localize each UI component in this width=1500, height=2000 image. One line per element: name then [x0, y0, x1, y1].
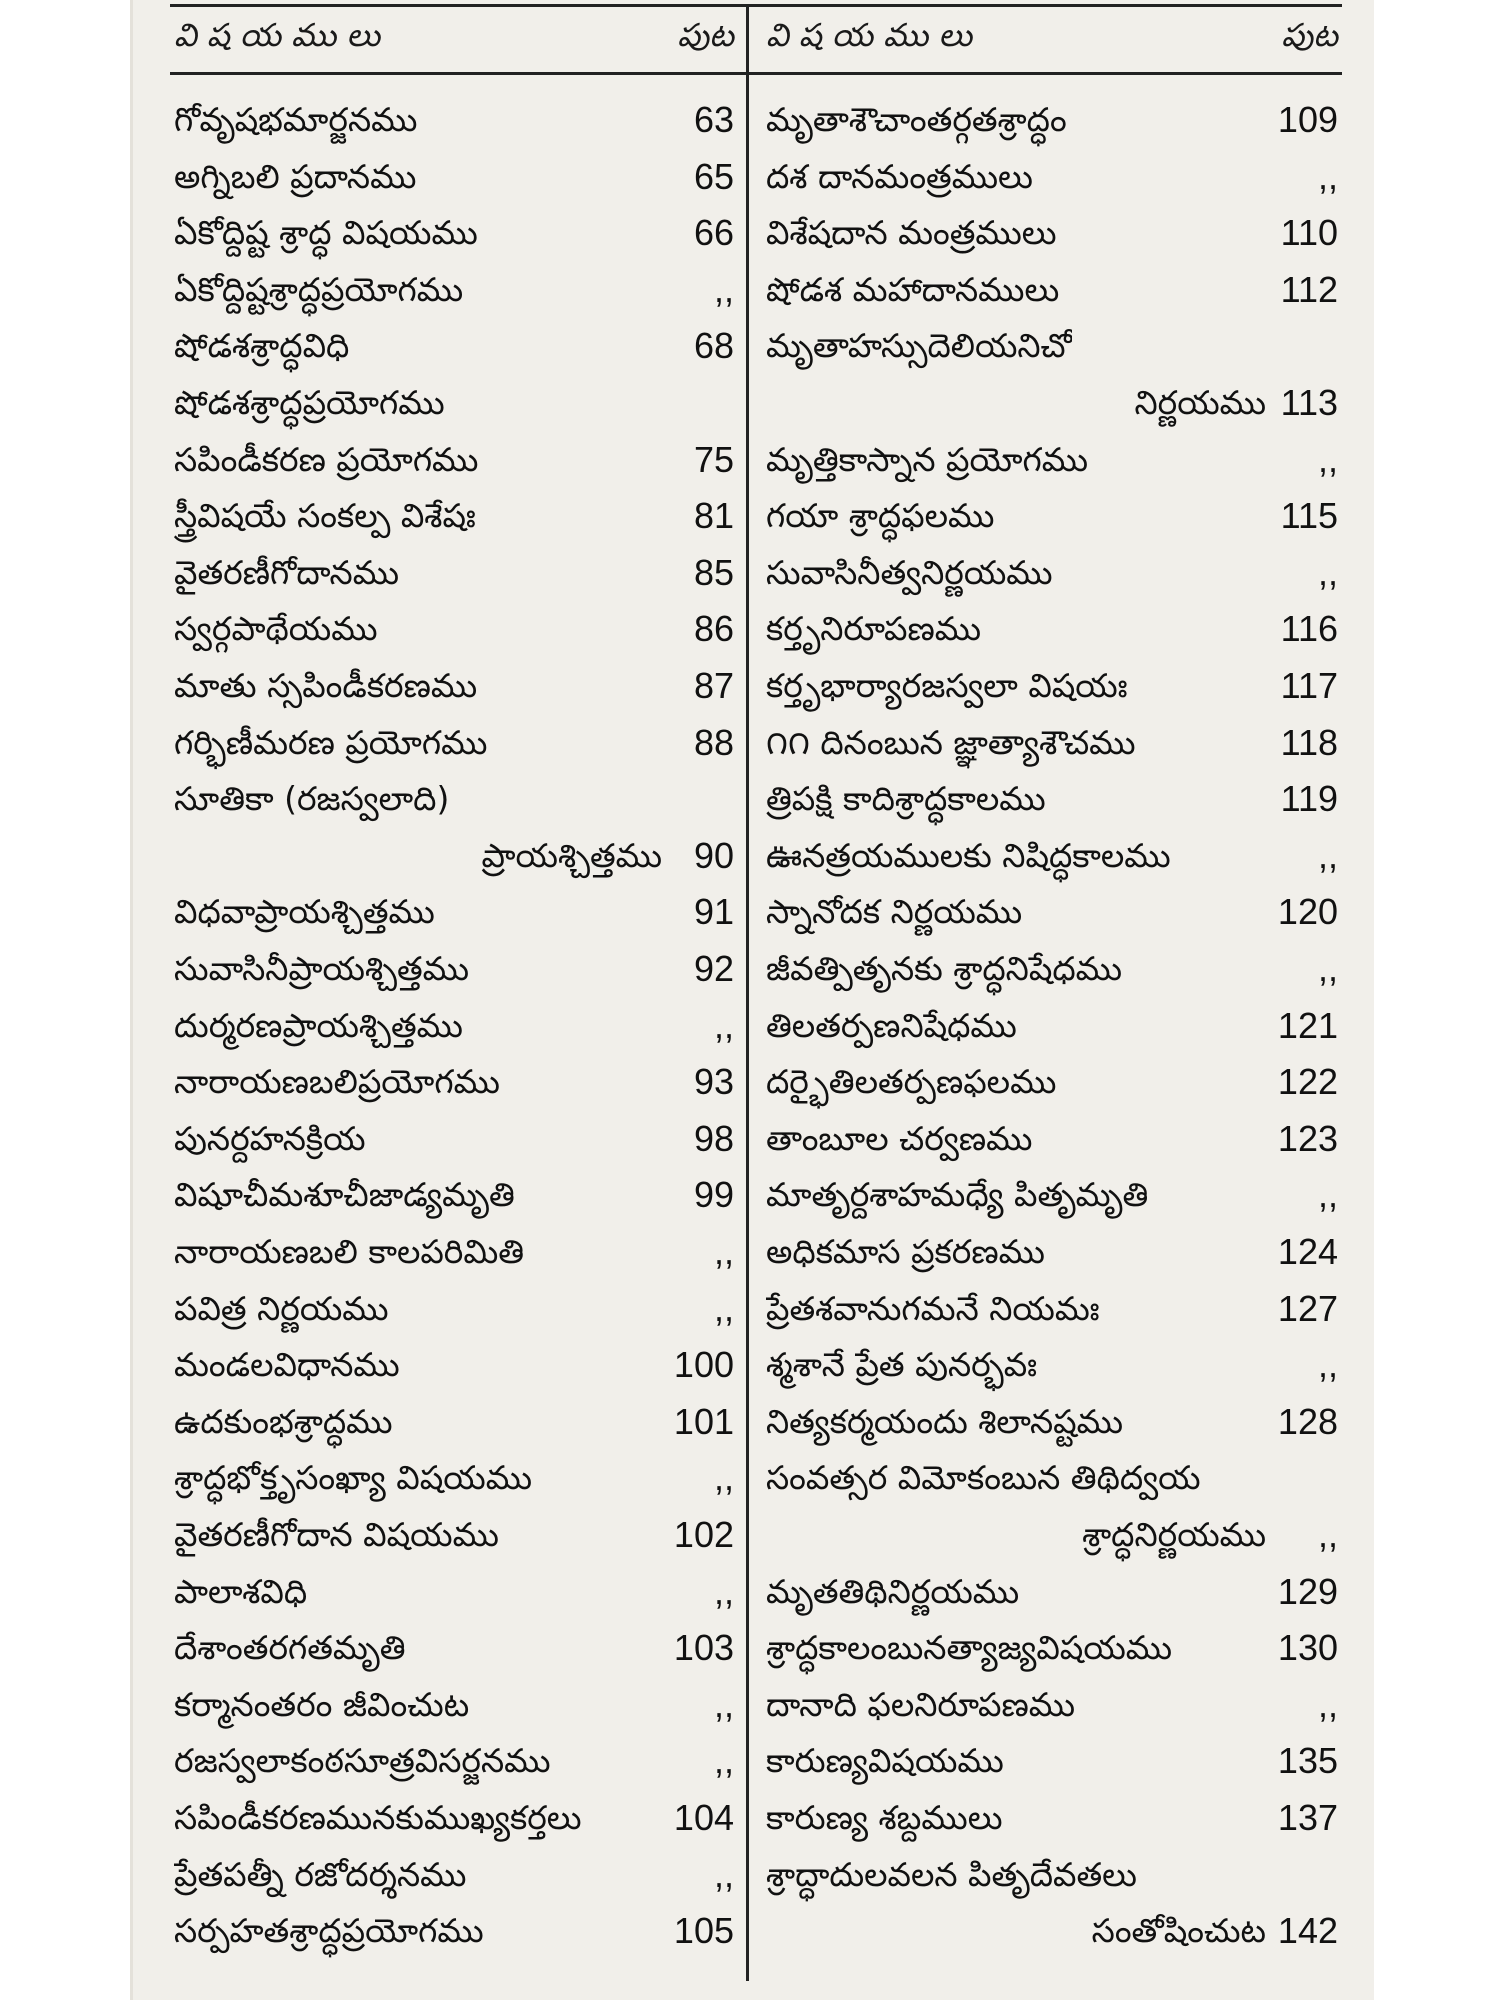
- entry-page-number: ,,: [1317, 1514, 1338, 1555]
- entry-page-number: 68: [693, 325, 734, 367]
- index-page: [130, 0, 1374, 2000]
- entry-page-number: 102: [673, 1514, 734, 1555]
- entry-page-number: 115: [1280, 495, 1338, 537]
- subject-heading: వి ష య ము లు: [174, 16, 381, 54]
- index-entry: [170, 1054, 738, 1110]
- entry-title: షోడశశ్రాద్ధవిధి: [174, 326, 350, 366]
- entry-title: విశేషదాన మంత్రములు: [766, 213, 1057, 253]
- entry-page-number: 116: [1280, 608, 1338, 650]
- index-entry: [170, 1790, 738, 1846]
- entry-page-number: 63: [693, 99, 734, 140]
- entry-page-number: ,,: [713, 1004, 734, 1046]
- index-entry: [762, 205, 1342, 261]
- entry-title: వైతరణీగోదానము: [174, 552, 400, 592]
- entry-page-number: ,,: [713, 1683, 734, 1725]
- left-column-header: [170, 16, 738, 60]
- entry-title: గర్భిణీమరణ ప్రయోగము: [174, 722, 488, 762]
- index-entry: [170, 771, 738, 827]
- entry-page-number: 121: [1277, 1004, 1338, 1046]
- index-entry: [762, 375, 1342, 431]
- index-entry: [170, 1450, 738, 1506]
- entry-page-number: 104: [673, 1797, 734, 1838]
- entry-title: అధికమాస ప్రకరణము: [766, 1232, 1045, 1271]
- index-entry: [170, 1507, 738, 1563]
- entry-page-number: ,,: [1317, 1683, 1338, 1725]
- index-entry: [170, 545, 738, 601]
- entry-title: మృతతిథినిర్ణయము: [766, 1571, 1020, 1611]
- entry-page-number: ,,: [1317, 948, 1338, 989]
- entry-title: కర్మానంతరం జీవించుట: [174, 1684, 470, 1724]
- index-entry: [170, 1677, 738, 1733]
- entry-page-number: ,,: [713, 1853, 734, 1895]
- entry-title: దేశాంతరగతమృతి: [174, 1628, 406, 1668]
- entry-title: ప్రేతపత్నీ రజోదర్శనము: [174, 1854, 467, 1894]
- entry-title: గోవృషభమార్జనము: [174, 100, 418, 139]
- entry-title: వైతరణీగోదాన విషయము: [174, 1515, 499, 1554]
- entry-title: దశ దానమంత్రములు: [766, 156, 1033, 196]
- entry-title: సువాసినీత్వనిర్ణయము: [766, 552, 1053, 592]
- entry-title: నారాయణబలి కాలపరిమితి: [174, 1232, 525, 1271]
- entry-page-number: ,,: [1317, 834, 1338, 876]
- entry-title: ఏకోద్దిష్ట శ్రాద్ధ విషయము: [174, 213, 478, 253]
- entry-page-number: 90: [693, 834, 734, 876]
- index-entry: [762, 1847, 1342, 1903]
- index-entry: [170, 1224, 738, 1280]
- index-entry: [762, 601, 1342, 657]
- index-entry: [170, 488, 738, 544]
- index-entry: [762, 998, 1342, 1054]
- entry-page-number: 135: [1277, 1740, 1338, 1782]
- entry-page-number: 120: [1277, 891, 1338, 933]
- entry-page-number: 87: [693, 665, 734, 706]
- entry-page-number: 92: [693, 948, 734, 989]
- entry-page-number: 129: [1277, 1570, 1338, 1612]
- entry-title: పవిత్ర నిర్ణయము: [174, 1288, 389, 1328]
- entry-title: మాతు స్సపిండీకరణము: [174, 666, 478, 705]
- entry-title: సపిండీకరణ ప్రయోగము: [174, 439, 479, 479]
- entry-page-number: 105: [673, 1910, 734, 1952]
- page-heading: పుట: [1281, 16, 1338, 54]
- entry-page-number: ,,: [713, 1287, 734, 1329]
- entry-title: స్త్రీవిషయే సంకల్ప విశేషః: [174, 496, 476, 536]
- index-entry: [170, 941, 738, 997]
- index-entry: [170, 432, 738, 488]
- index-entry: [170, 1620, 738, 1676]
- index-entry: [762, 884, 1342, 940]
- entry-page-number: ,,: [1317, 1174, 1338, 1216]
- index-entry: [762, 318, 1342, 374]
- entry-page-number: 123: [1277, 1117, 1338, 1159]
- index-entry: [170, 1111, 738, 1167]
- index-entry: [762, 715, 1342, 771]
- entry-page-number: ,,: [1317, 438, 1338, 480]
- entry-title: మృతాహస్సుదెలియనిచో: [766, 326, 1073, 366]
- index-entry: [170, 1337, 738, 1393]
- entry-title: దర్భైతిలతర్పణఫలము: [766, 1062, 1057, 1102]
- entry-title: సంవత్సర విమోకంబున తిథిద్వయ: [766, 1458, 1201, 1498]
- entry-title: తిలతర్పణనిషేధము: [766, 1005, 1017, 1045]
- entry-title: మృత్తికాస్నాన ప్రయోగము: [766, 439, 1089, 479]
- index-entry: [762, 828, 1342, 884]
- index-entry: [170, 1847, 738, 1903]
- index-entry: [762, 1507, 1342, 1563]
- entry-title: స్వర్గపాథేయము: [174, 609, 378, 649]
- entry-title: ఊనత్రయములకు నిషిద్ధకాలము: [766, 835, 1171, 875]
- index-entry: [170, 149, 738, 205]
- index-entry: [762, 1224, 1342, 1280]
- entry-title: జీవత్పితృనకు శ్రాద్ధనిషేధము: [766, 949, 1122, 988]
- entry-page-number: 117: [1280, 665, 1338, 706]
- entry-page-number: ,,: [1317, 155, 1338, 197]
- entry-title: కర్తృభార్యారజస్వలా విషయః: [766, 666, 1128, 705]
- entry-page-number: 118: [1280, 721, 1338, 763]
- index-entry: [762, 941, 1342, 997]
- entry-page-number: 99: [693, 1174, 734, 1216]
- index-entry: [762, 1790, 1342, 1846]
- entry-title: ఉదకుంభశ్రాద్ధము: [174, 1401, 393, 1441]
- entry-title: సువాసినీప్రాయశ్చిత్తము: [174, 949, 469, 988]
- entry-page-number: 103: [673, 1627, 734, 1669]
- index-entry: [762, 149, 1342, 205]
- entry-page-number: 81: [693, 495, 734, 537]
- entry-page-number: 130: [1277, 1627, 1338, 1669]
- entry-title: పునర్దహనక్రియ: [174, 1118, 366, 1158]
- index-entry: [762, 1564, 1342, 1620]
- entry-title: సపిండీకరణమునకుముఖ్యకర్తలు: [174, 1798, 582, 1837]
- index-entry: [170, 318, 738, 374]
- entry-title: శ్రాద్ధాదులవలన పితృదేవతలు: [766, 1854, 1137, 1894]
- entry-page-number: 110: [1280, 212, 1338, 254]
- top-rule: [170, 4, 1342, 7]
- entry-title: కర్తృనిరూపణము: [766, 609, 982, 649]
- entry-title: మృతాశౌచాంతర్గతశ్రాద్ధం: [766, 100, 1067, 139]
- entry-page-number: ,,: [713, 268, 734, 310]
- entry-page-number: 65: [693, 155, 734, 197]
- entry-page-number: 85: [693, 551, 734, 593]
- index-entry: [170, 1903, 738, 1959]
- entry-title: అగ్నిబలి ప్రదానము: [174, 156, 417, 196]
- entry-page-number: 93: [693, 1061, 734, 1103]
- entry-page-number: ,,: [1317, 1344, 1338, 1386]
- index-entry: [762, 771, 1342, 827]
- entry-title: సంతోషించుట: [1091, 1911, 1266, 1951]
- index-entry: [170, 601, 738, 657]
- entry-title: శ్మశానే ప్రేత పునర్భవః: [766, 1345, 1038, 1385]
- entry-title: శ్రాద్ధకాలంబునత్యాజ్యవిషయము: [766, 1628, 1173, 1668]
- index-entry: [170, 1733, 738, 1789]
- entry-title: ప్రాయశ్చిత్తము: [481, 835, 662, 875]
- entry-page-number: 124: [1277, 1231, 1338, 1272]
- entry-title: పాలాశవిధి: [174, 1571, 308, 1611]
- entry-title: స్నానోదక నిర్ణయము: [766, 892, 1023, 932]
- entry-title: నారాయణబలిప్రయోగము: [174, 1062, 500, 1102]
- index-entry: [762, 1054, 1342, 1110]
- entry-title: షోడశ మహాదానములు: [766, 269, 1060, 309]
- entry-page-number: 91: [693, 891, 734, 933]
- column-divider: [746, 6, 749, 1981]
- index-entry: [762, 1337, 1342, 1393]
- entry-title: విషూచీమశూచీజాడ్యమృతి: [174, 1175, 515, 1215]
- index-entry: [762, 1620, 1342, 1676]
- entry-page-number: ,,: [1317, 551, 1338, 593]
- entry-title: ౧౧ దినంబున జ్ఞాత్యాశౌచము: [766, 722, 1136, 762]
- index-entry: [762, 1903, 1342, 1959]
- entry-title: రజస్వలాకంఠసూత్రవిసర్జనము: [174, 1741, 551, 1781]
- entry-page-number: 142: [1277, 1910, 1338, 1952]
- entry-title: కారుణ్య శబ్దములు: [766, 1798, 1003, 1837]
- page-heading: పుట: [677, 16, 734, 54]
- entry-title: మాతృర్దశాహమధ్యే పితృమృతి: [766, 1175, 1149, 1215]
- index-entry: [170, 205, 738, 261]
- index-entry: [762, 658, 1342, 714]
- index-entry: [170, 262, 738, 318]
- entry-title: తాంబూల చర్వణము: [766, 1118, 1033, 1158]
- entry-title: కారుణ్యవిషయము: [766, 1741, 1004, 1781]
- index-entry: [762, 262, 1342, 318]
- entry-title: షోడశశ్రాద్ధప్రయోగము: [174, 383, 445, 422]
- entry-page-number: 113: [1280, 382, 1338, 423]
- index-entry: [170, 998, 738, 1054]
- entry-title: త్రిపక్షి కాదిశ్రాద్ధకాలము: [766, 779, 1046, 819]
- index-entry: [762, 1167, 1342, 1223]
- entry-title: దానాది ఫలనిరూపణము: [766, 1684, 1076, 1724]
- entry-page-number: 66: [693, 212, 734, 254]
- index-entry: [762, 92, 1342, 148]
- header-rule: [170, 72, 1342, 75]
- entry-page-number: 100: [673, 1344, 734, 1386]
- index-entry: [170, 658, 738, 714]
- entry-page-number: ,,: [713, 1570, 734, 1612]
- index-entry: [762, 1677, 1342, 1733]
- index-entry: [170, 828, 738, 884]
- entry-title: నిర్ణయము: [1134, 383, 1266, 422]
- entry-title: నిత్యకర్మయందు శిలానష్టము: [766, 1401, 1123, 1441]
- index-entry: [762, 488, 1342, 544]
- entry-title: శ్రాద్ధభోక్తృసంఖ్యా విషయము: [174, 1458, 533, 1498]
- entry-title: దుర్మరణప్రాయశ్చిత్తము: [174, 1005, 463, 1045]
- entry-title: విధవాప్రాయశ్చిత్తము: [174, 892, 435, 932]
- index-entry: [170, 1281, 738, 1337]
- index-entry: [170, 1394, 738, 1450]
- entry-page-number: 88: [693, 721, 734, 763]
- index-entry: [762, 1394, 1342, 1450]
- index-entry: [762, 1733, 1342, 1789]
- entry-page-number: 98: [693, 1117, 734, 1159]
- entry-page-number: ,,: [713, 1231, 734, 1272]
- entry-page-number: 109: [1277, 99, 1338, 140]
- entry-page-number: 137: [1277, 1797, 1338, 1838]
- entry-page-number: 127: [1277, 1287, 1338, 1329]
- entry-title: ఏకోద్దిష్టశ్రాద్ధప్రయోగము: [174, 269, 464, 309]
- entry-page-number: 119: [1280, 778, 1338, 820]
- index-entry: [170, 1167, 738, 1223]
- index-entry: [762, 432, 1342, 488]
- entry-page-number: ,,: [713, 1740, 734, 1782]
- entry-title: సర్పహతశ్రాద్ధప్రయోగము: [174, 1911, 484, 1951]
- index-entry: [762, 1281, 1342, 1337]
- entry-title: గయా శ్రాద్ధఫలము: [766, 496, 995, 536]
- index-entry: [170, 92, 738, 148]
- index-entry: [762, 1111, 1342, 1167]
- entry-page-number: 112: [1280, 268, 1338, 310]
- entry-page-number: 122: [1277, 1061, 1338, 1103]
- entry-page-number: 101: [673, 1400, 734, 1442]
- index-entry: [170, 1564, 738, 1620]
- entry-page-number: 128: [1277, 1400, 1338, 1442]
- index-entry: [170, 375, 738, 431]
- entry-title: ప్రేతశవానుగమనే నియమః: [766, 1288, 1100, 1328]
- entry-title: మండలవిధానము: [174, 1345, 400, 1385]
- entry-page-number: ,,: [713, 1457, 734, 1499]
- index-entry: [170, 715, 738, 771]
- index-entry: [170, 884, 738, 940]
- entry-title: శ్రాద్ధనిర్ణయము: [1082, 1515, 1266, 1554]
- index-entry: [762, 545, 1342, 601]
- right-column-header: [762, 16, 1342, 60]
- entry-page-number: 86: [693, 608, 734, 650]
- entry-title: సూతికా (రజస్వలాది): [174, 779, 450, 819]
- subject-heading: వి ష య ము లు: [766, 16, 973, 54]
- index-entry: [762, 1450, 1342, 1506]
- entry-page-number: 75: [693, 438, 734, 480]
